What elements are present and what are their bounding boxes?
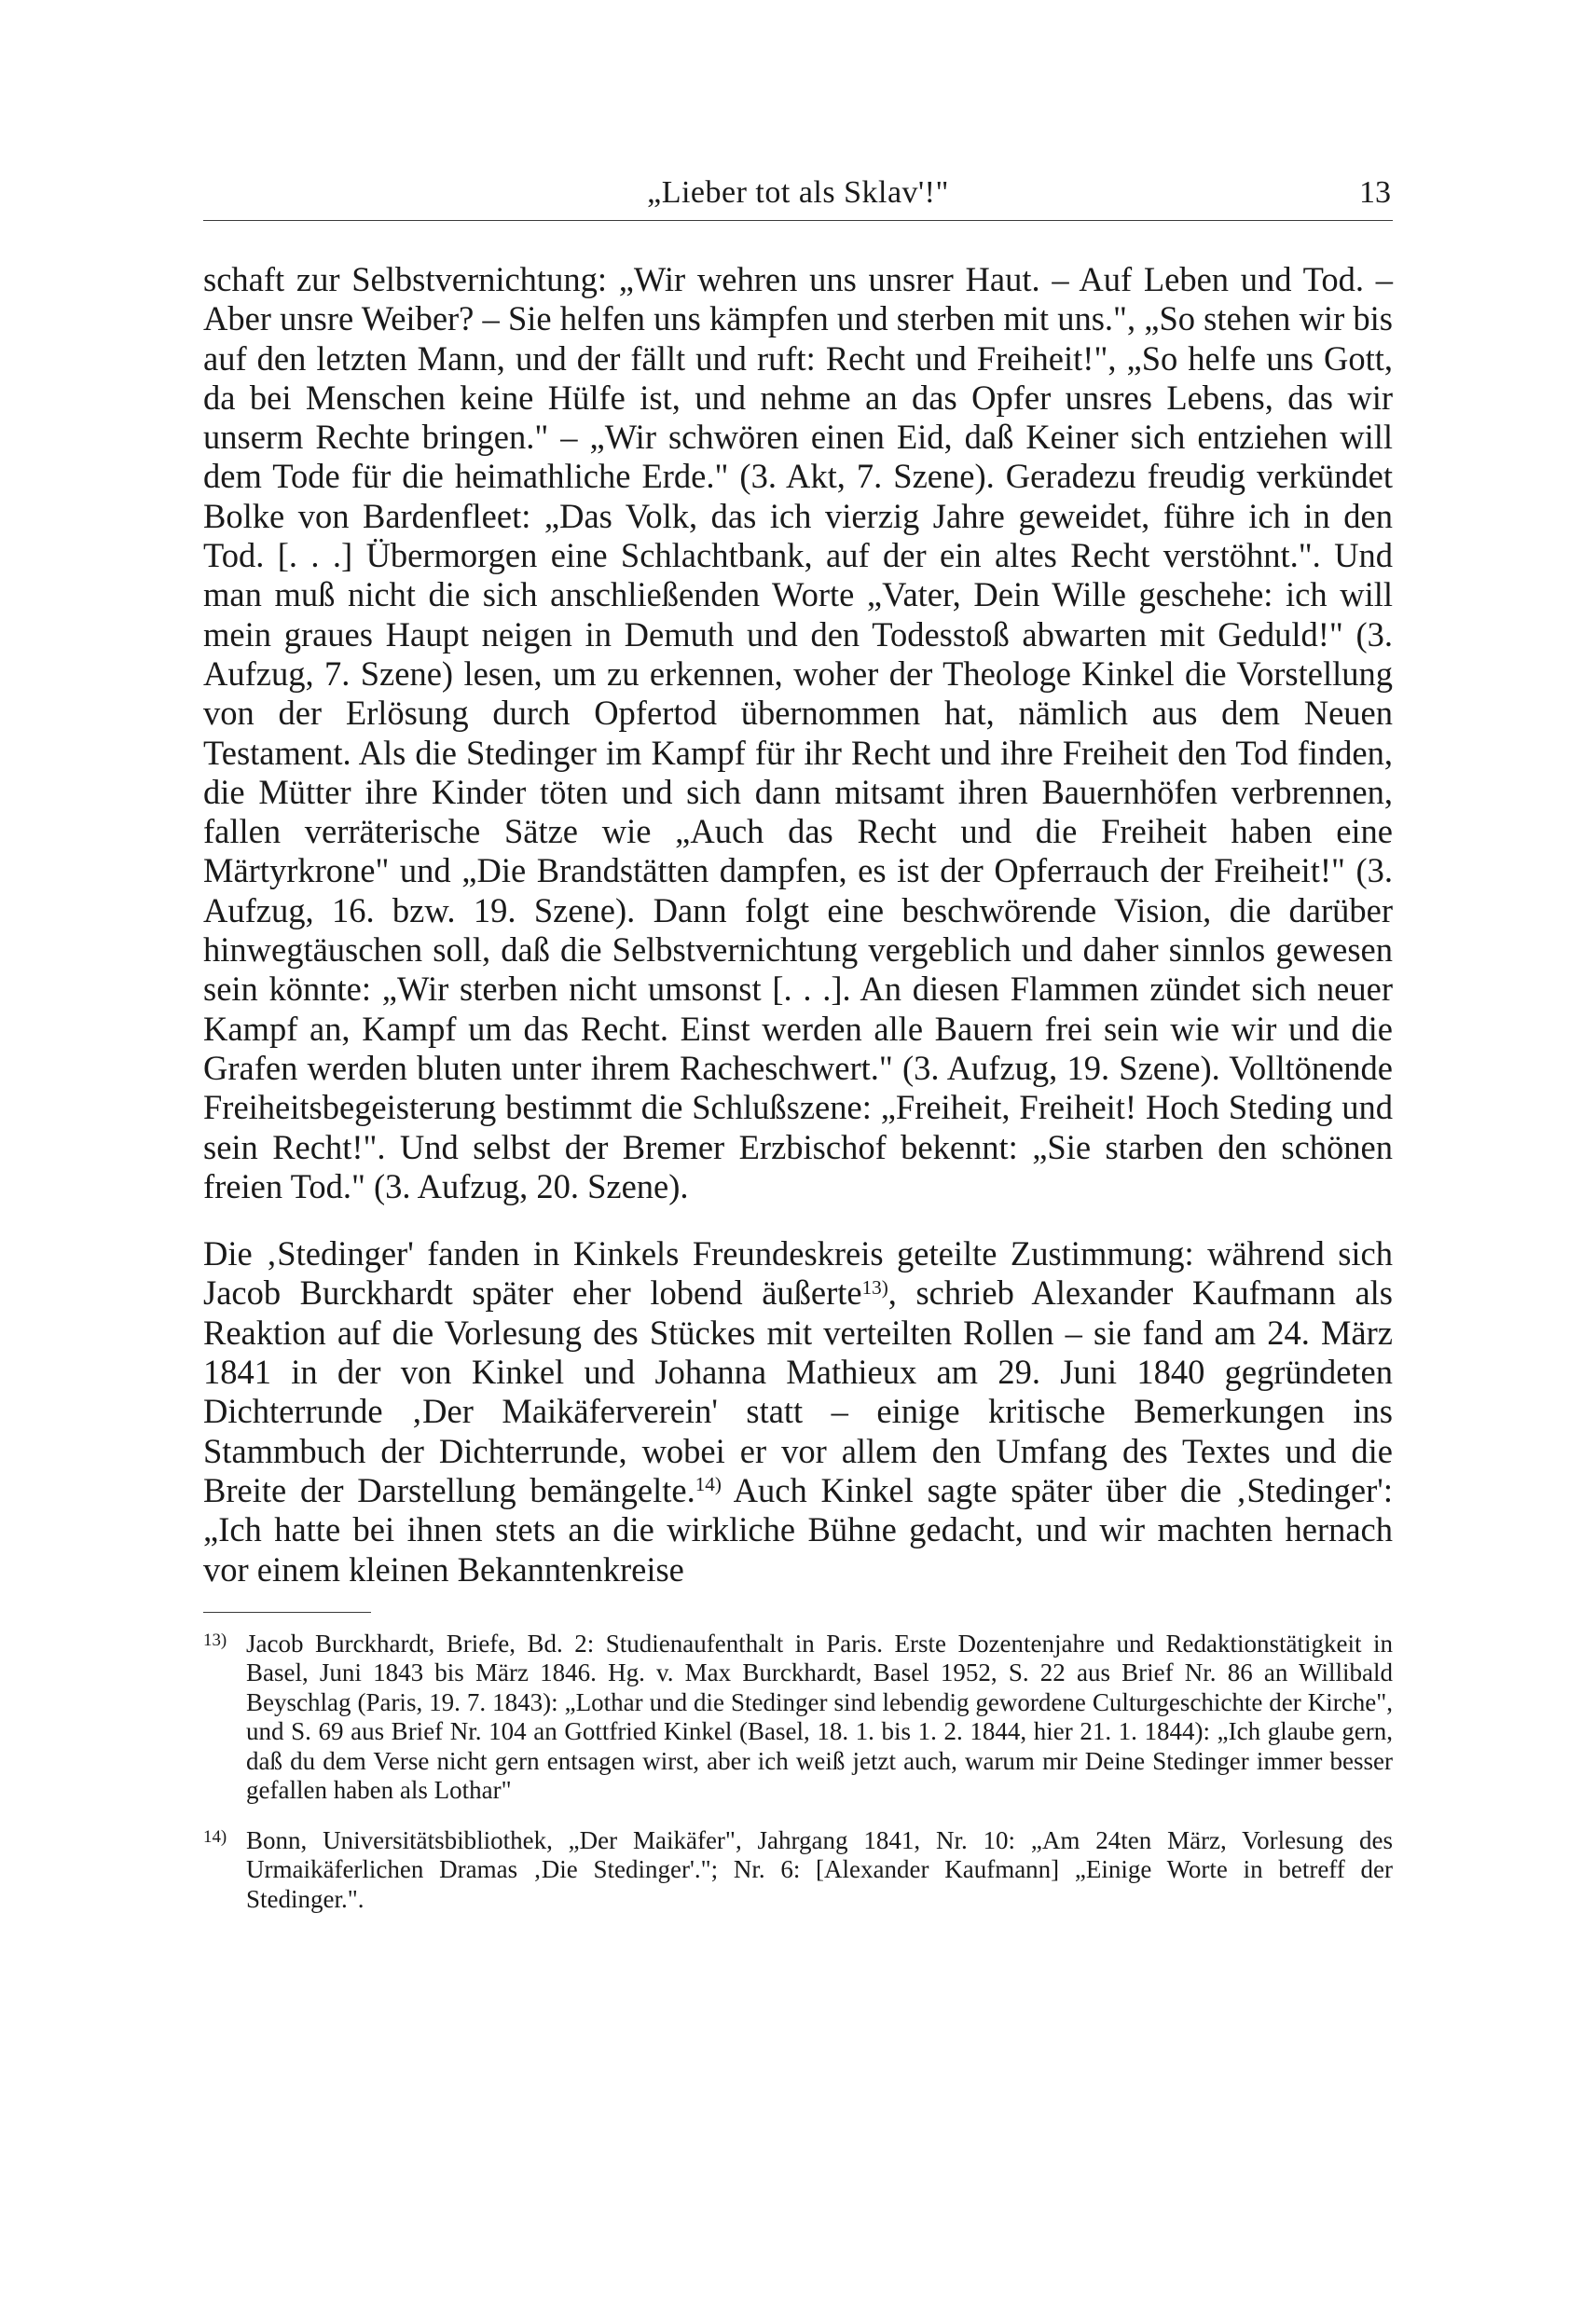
- body-text: [203, 260, 1393, 1590]
- footnote-ref-13[interactable]: 13): [861, 1275, 888, 1299]
- paragraph-2: [203, 1234, 1393, 1590]
- footnote-13: [203, 1630, 1393, 1806]
- footnote-divider: [203, 1612, 371, 1613]
- footnote-14: [203, 1826, 1393, 1915]
- running-title: „Lieber tot als Sklav'!": [647, 175, 949, 210]
- paragraph-2-part-a: Die ‚Stedinger' fanden in Kinkels Freundeskreis geteilte Zustimmung: während sich Jacob Burckhardt später eher lobend äußerte: [203, 1234, 1393, 1313]
- footnote-text: Bonn, Universitätsbibliothek, „Der Maikäfer", Jahrgang 1841, Nr. 10: „Am 24ten März, Vorlesung des Urmaikäferlichen Dramas ‚Die Stedinger'."; Nr. 6: [Alexander Kaufmann] „Einige Worte in betreff der Stedinger.".: [246, 1825, 1393, 1913]
- page-number: 13: [1359, 175, 1391, 210]
- footnotes: [203, 1630, 1393, 1915]
- running-header: [203, 168, 1393, 221]
- footnote-mark: 14): [203, 1827, 227, 1848]
- document-page: [203, 168, 1393, 1914]
- paragraph-1: schaft zur Selbstvernichtung: „Wir wehren uns unsrer Haut. – Auf Leben und Tod. – Aber unsre Weiber? – Sie helfen uns kämpfen und sterben mit uns.", „So stehen wir bis auf den letzten Mann, und der fällt und ruft: Recht und Freiheit!", „So helfe uns Gott, da bei Menschen keine Hülfe ist, und nehme an das Opfer unsres Lebens, das wir unserm Rechte bringen." – „Wir schwören einen Eid, daß Keiner sich entziehen will dem Tode für die heimathliche Erde." (3. Akt, 7. Szene). Geradezu freudig verkündet Bolke von Bardenfleet: „Das Volk, das ich vierzig Jahre geweidet, führe ich in den Tod. [. . .] Übermorgen eine Schlachtbank, auf der ein altes Recht verstöhnt.". Und man muß nicht die sich anschließenden Worte „Vater, Dein Wille geschehe: ich will mein graues Haupt neigen in Demuth und den Todesstoß abwarten mit Geduld!" (3. Aufzug, 7. Szene) lesen, um zu erkennen, woher der Theologe Kinkel die Vorstellung von der Erlösung durch Opfertod übernommen hat, nämlich aus dem Neuen Testament. Als die Stedinger im Kampf für ihr Recht und ihre Freiheit den Tod finden, die Mütter ihre Kinder töten und sich dann mitsamt ihren Bauernhöfen verbrennen, fallen verräterische Sätze wie „Auch das Recht und die Freiheit haben eine Märtyrkrone" und „Die Brandstätten dampfen, es ist der Opferrauch der Freiheit!" (3. Aufzug, 16. bzw. 19. Szene). Dann folgt eine beschwörende Vision, die darüber hinwegtäuschen soll, daß die Selbstvernichtung vergeblich und daher sinnlos gewesen sein könnte: „Wir sterben nicht umsonst [. . .]. An diesen Flammen zündet sich neuer Kampf an, Kampf um das Recht. Einst werden alle Bauern frei sein wie wir und die Grafen werden bluten unter ihrem Racheschwert." (3. Aufzug, 19. Szene). Volltönende Freiheitsbegeisterung bestimmt die Schlußszene: „Freiheit, Freiheit! Hoch Steding und sein Recht!". Und selbst der Bremer Erzbischof bekennt: „Sie starben den schönen freien Tod." (3. Aufzug, 20. Szene).: [203, 260, 1393, 1205]
- footnote-mark: 13): [203, 1631, 227, 1651]
- paragraph-2-part-c: Auch Kinkel sagte später über die ‚Stedinger': „Ich hatte bei ihnen stets an die wirkliche Bühne gedacht, und wir machten hernach vor einem kleinen Bekanntenkreise: [203, 1470, 1393, 1589]
- paragraph-2-part-b: , schrieb Alexander Kaufmann als Reaktion auf die Vorlesung des Stückes mit verteilten Rollen – sie fand am 24. März 1841 in der von Kinkel und Johanna Mathieux am 29. Juni 1840 gegründeten Dichterrunde ‚Der Maikäferverein' statt – einige kritische Bemerkungen ins Stammbuch der Dichterrunde, wobei er vor allem den Umfang des Textes und die Breite der Darstellung bemängelte.: [203, 1273, 1393, 1509]
- footnote-text: Jacob Burckhardt, Briefe, Bd. 2: Studienaufenthalt in Paris. Erste Dozentenjahre und Redaktionstätigkeit in Basel, Juni 1843 bis März 1846. Hg. v. Max Burckhardt, Basel 1952, S. 22 aus Brief Nr. 86 an Willibald Beyschlag (Paris, 19. 7. 1843): „Lothar und die Stedinger sind lebendig gewordene Culturgeschichte der Kirche", und S. 69 aus Brief Nr. 104 an Gottfried Kinkel (Basel, 18. 1. bis 1. 2. 1844, hier 21. 1. 1844): „Ich glaube gern, daß du dem Verse nicht gern entsagen wirst, aber ich weiß jetzt auch, warum mir Deine Stedinger immer besser gefallen haben als Lothar": [246, 1629, 1393, 1805]
- footnote-ref-14[interactable]: 14): [695, 1473, 722, 1496]
